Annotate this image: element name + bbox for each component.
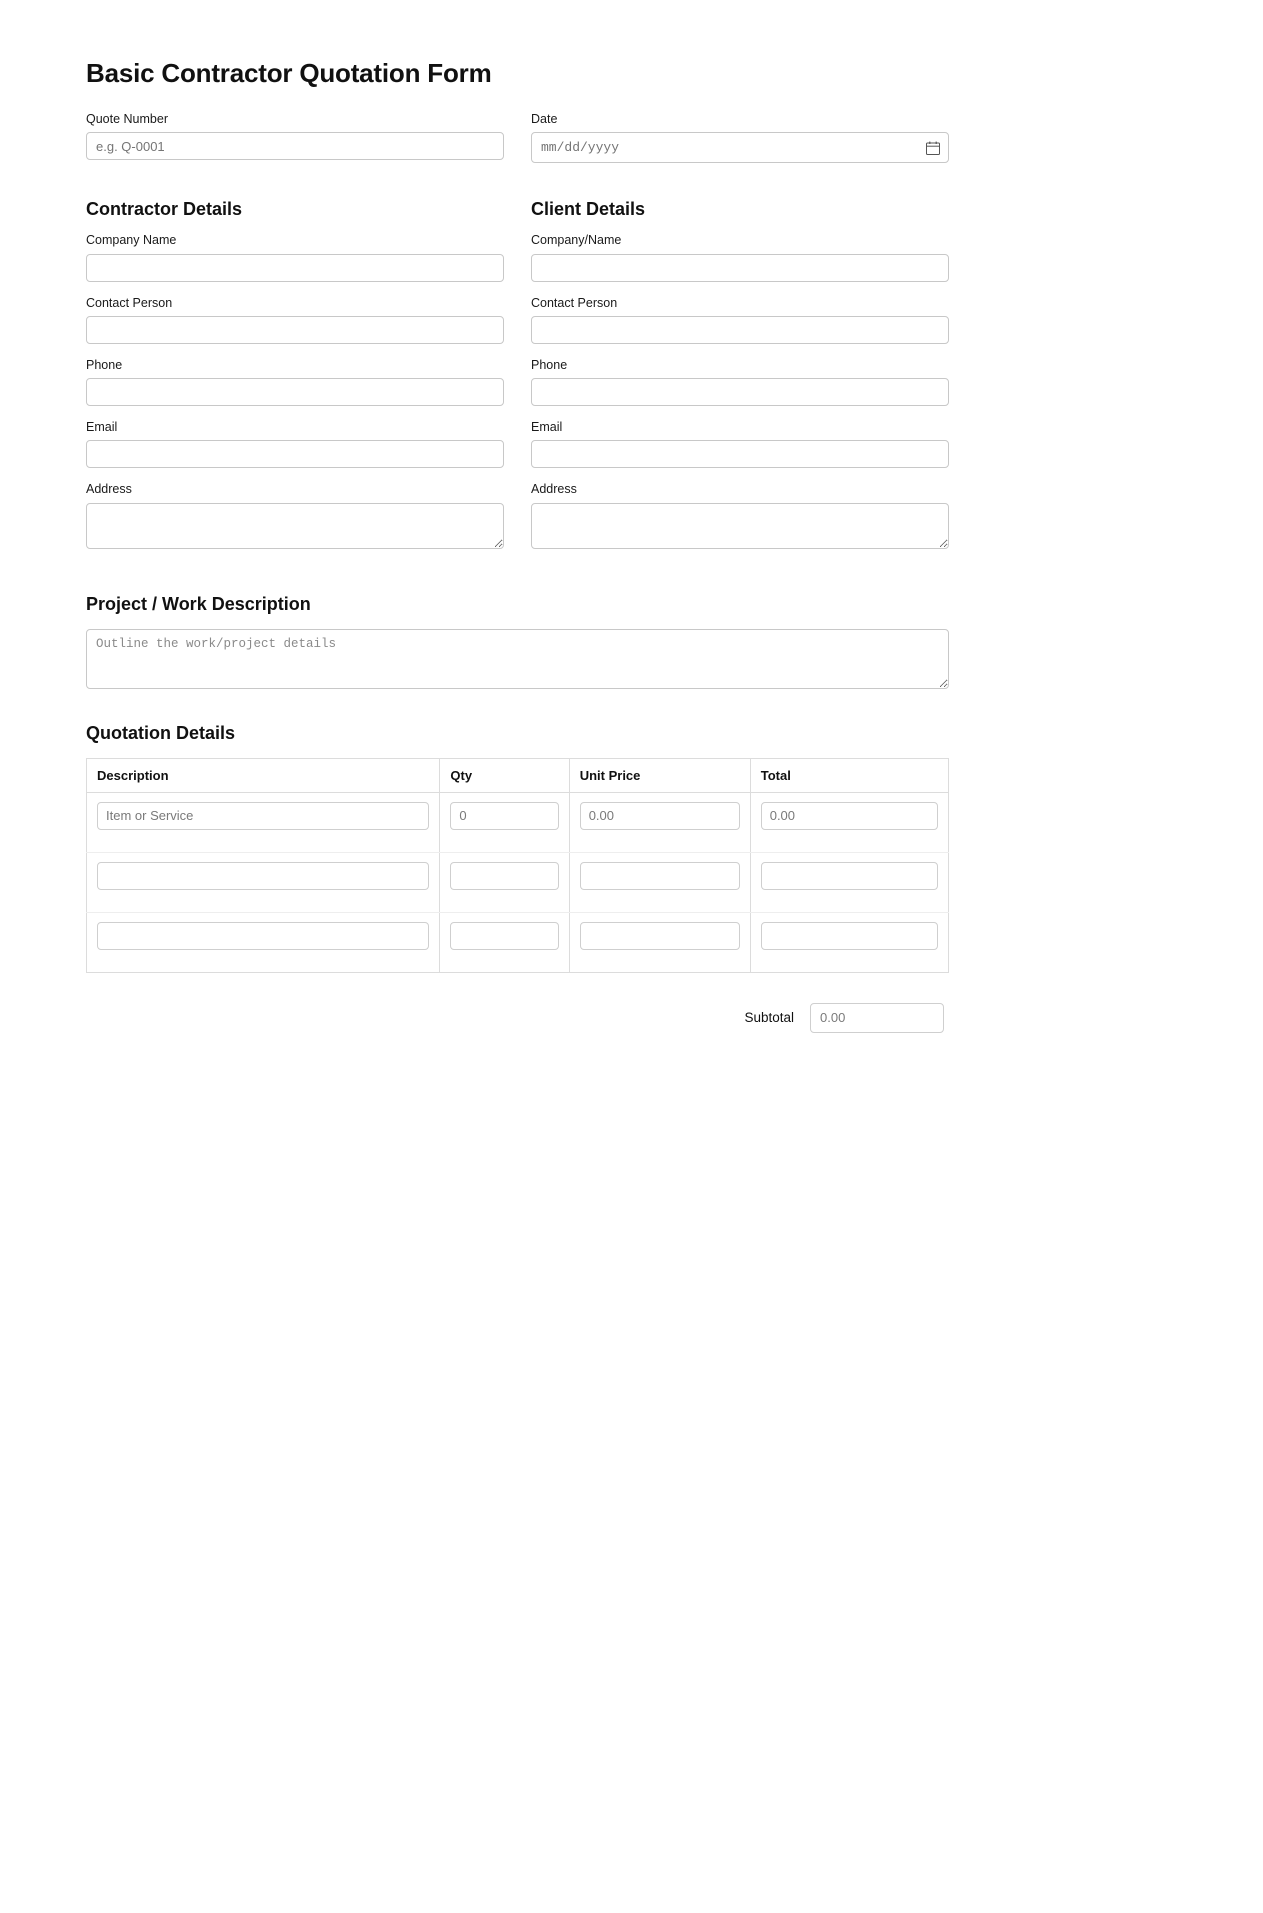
quote-meta-row xyxy=(86,111,949,163)
date-label: Date xyxy=(531,112,558,126)
quote-number-field xyxy=(86,111,504,160)
row-3-qty-input[interactable] xyxy=(450,922,558,950)
column-header-total: Total xyxy=(750,758,948,792)
client-phone-input[interactable] xyxy=(531,378,949,406)
contractor-contact-person-input[interactable] xyxy=(86,316,504,344)
contractor-address-field xyxy=(86,481,504,548)
contractor-email-input[interactable] xyxy=(86,440,504,468)
row-3-unit-price-input[interactable] xyxy=(580,922,740,950)
client-address-textarea[interactable] xyxy=(531,503,949,549)
project-description-heading: Project / Work Description xyxy=(86,593,311,614)
page-title: Basic Contractor Quotation Form xyxy=(86,58,492,88)
client-company-name-field xyxy=(531,232,949,281)
row-1-description-input[interactable] xyxy=(97,802,429,830)
client-email-input[interactable] xyxy=(531,440,949,468)
row-1-qty-input[interactable] xyxy=(450,802,558,830)
client-contact-person-input[interactable] xyxy=(531,316,949,344)
column-header-description: Description xyxy=(87,758,440,792)
row-2-qty-input[interactable] xyxy=(450,862,558,890)
contractor-company-name-field xyxy=(86,232,504,281)
table-row xyxy=(87,912,949,972)
quotation-table-head xyxy=(87,758,949,792)
quote-number-input[interactable] xyxy=(86,132,504,160)
cell-unit-price xyxy=(569,792,750,852)
contractor-contact-person-field xyxy=(86,295,504,344)
contractor-email-field xyxy=(86,419,504,468)
client-email-field xyxy=(531,419,949,468)
subtotal-input[interactable] xyxy=(810,1003,944,1033)
column-header-qty: Qty xyxy=(440,758,569,792)
client-address-label: Address xyxy=(531,482,577,497)
cell-total xyxy=(750,792,948,852)
quotation-items-table xyxy=(86,758,949,973)
quote-number-group xyxy=(86,111,504,163)
party-details-row xyxy=(86,199,949,561)
contractor-details-column xyxy=(86,199,504,561)
cell-description xyxy=(87,792,440,852)
client-phone-label: Phone xyxy=(531,357,568,372)
cell-unit-price xyxy=(569,912,750,972)
table-row xyxy=(87,852,949,912)
cell-qty xyxy=(440,912,569,972)
row-1-total-input[interactable] xyxy=(761,802,938,830)
cell-qty xyxy=(440,852,569,912)
client-contact-person-label: Contact Person xyxy=(531,295,618,310)
cell-description xyxy=(87,852,440,912)
contractor-phone-label: Phone xyxy=(86,357,123,372)
cell-total xyxy=(750,852,948,912)
client-email-label: Email xyxy=(531,420,563,434)
column-header-unit-price: Unit Price xyxy=(569,758,750,792)
client-company-name-input[interactable] xyxy=(531,254,949,282)
contractor-details-heading: Contractor Details xyxy=(86,199,243,220)
quote-number-label: Quote Number xyxy=(86,112,168,126)
client-details-column xyxy=(531,199,949,561)
client-details-heading: Client Details xyxy=(531,199,646,220)
row-1-unit-price-input[interactable] xyxy=(580,802,740,830)
date-input-wrapper xyxy=(531,132,949,163)
project-description-textarea[interactable] xyxy=(86,629,949,689)
quotation-details-heading: Quotation Details xyxy=(86,722,236,743)
cell-description xyxy=(87,912,440,972)
table-row xyxy=(87,792,949,852)
contractor-phone-field xyxy=(86,357,504,406)
project-description-section xyxy=(86,594,949,689)
client-contact-person-field xyxy=(531,295,949,344)
date-group xyxy=(531,111,949,163)
cell-total xyxy=(750,912,948,972)
contractor-address-textarea[interactable] xyxy=(86,503,504,549)
contractor-contact-person-label: Contact Person xyxy=(86,295,173,310)
contractor-address-label: Address xyxy=(86,482,132,497)
date-input[interactable] xyxy=(531,132,949,163)
totals-row xyxy=(86,1003,949,1033)
row-2-total-input[interactable] xyxy=(761,862,938,890)
client-company-name-label: Company/Name xyxy=(531,233,622,248)
quotation-table-body xyxy=(87,792,949,972)
cell-qty xyxy=(440,792,569,852)
contractor-company-name-input[interactable] xyxy=(86,254,504,282)
subtotal-label: Subtotal xyxy=(744,1010,794,1025)
row-3-description-input[interactable] xyxy=(97,922,429,950)
row-2-description-input[interactable] xyxy=(97,862,429,890)
client-address-field xyxy=(531,481,949,548)
row-2-unit-price-input[interactable] xyxy=(580,862,740,890)
row-3-total-input[interactable] xyxy=(761,922,938,950)
cell-unit-price xyxy=(569,852,750,912)
quotation-header-row xyxy=(87,758,949,792)
contractor-phone-input[interactable] xyxy=(86,378,504,406)
date-field xyxy=(531,111,949,163)
client-phone-field xyxy=(531,357,949,406)
contractor-email-label: Email xyxy=(86,420,118,434)
quotation-details-section xyxy=(86,723,949,1033)
contractor-company-name-label: Company Name xyxy=(86,233,177,248)
